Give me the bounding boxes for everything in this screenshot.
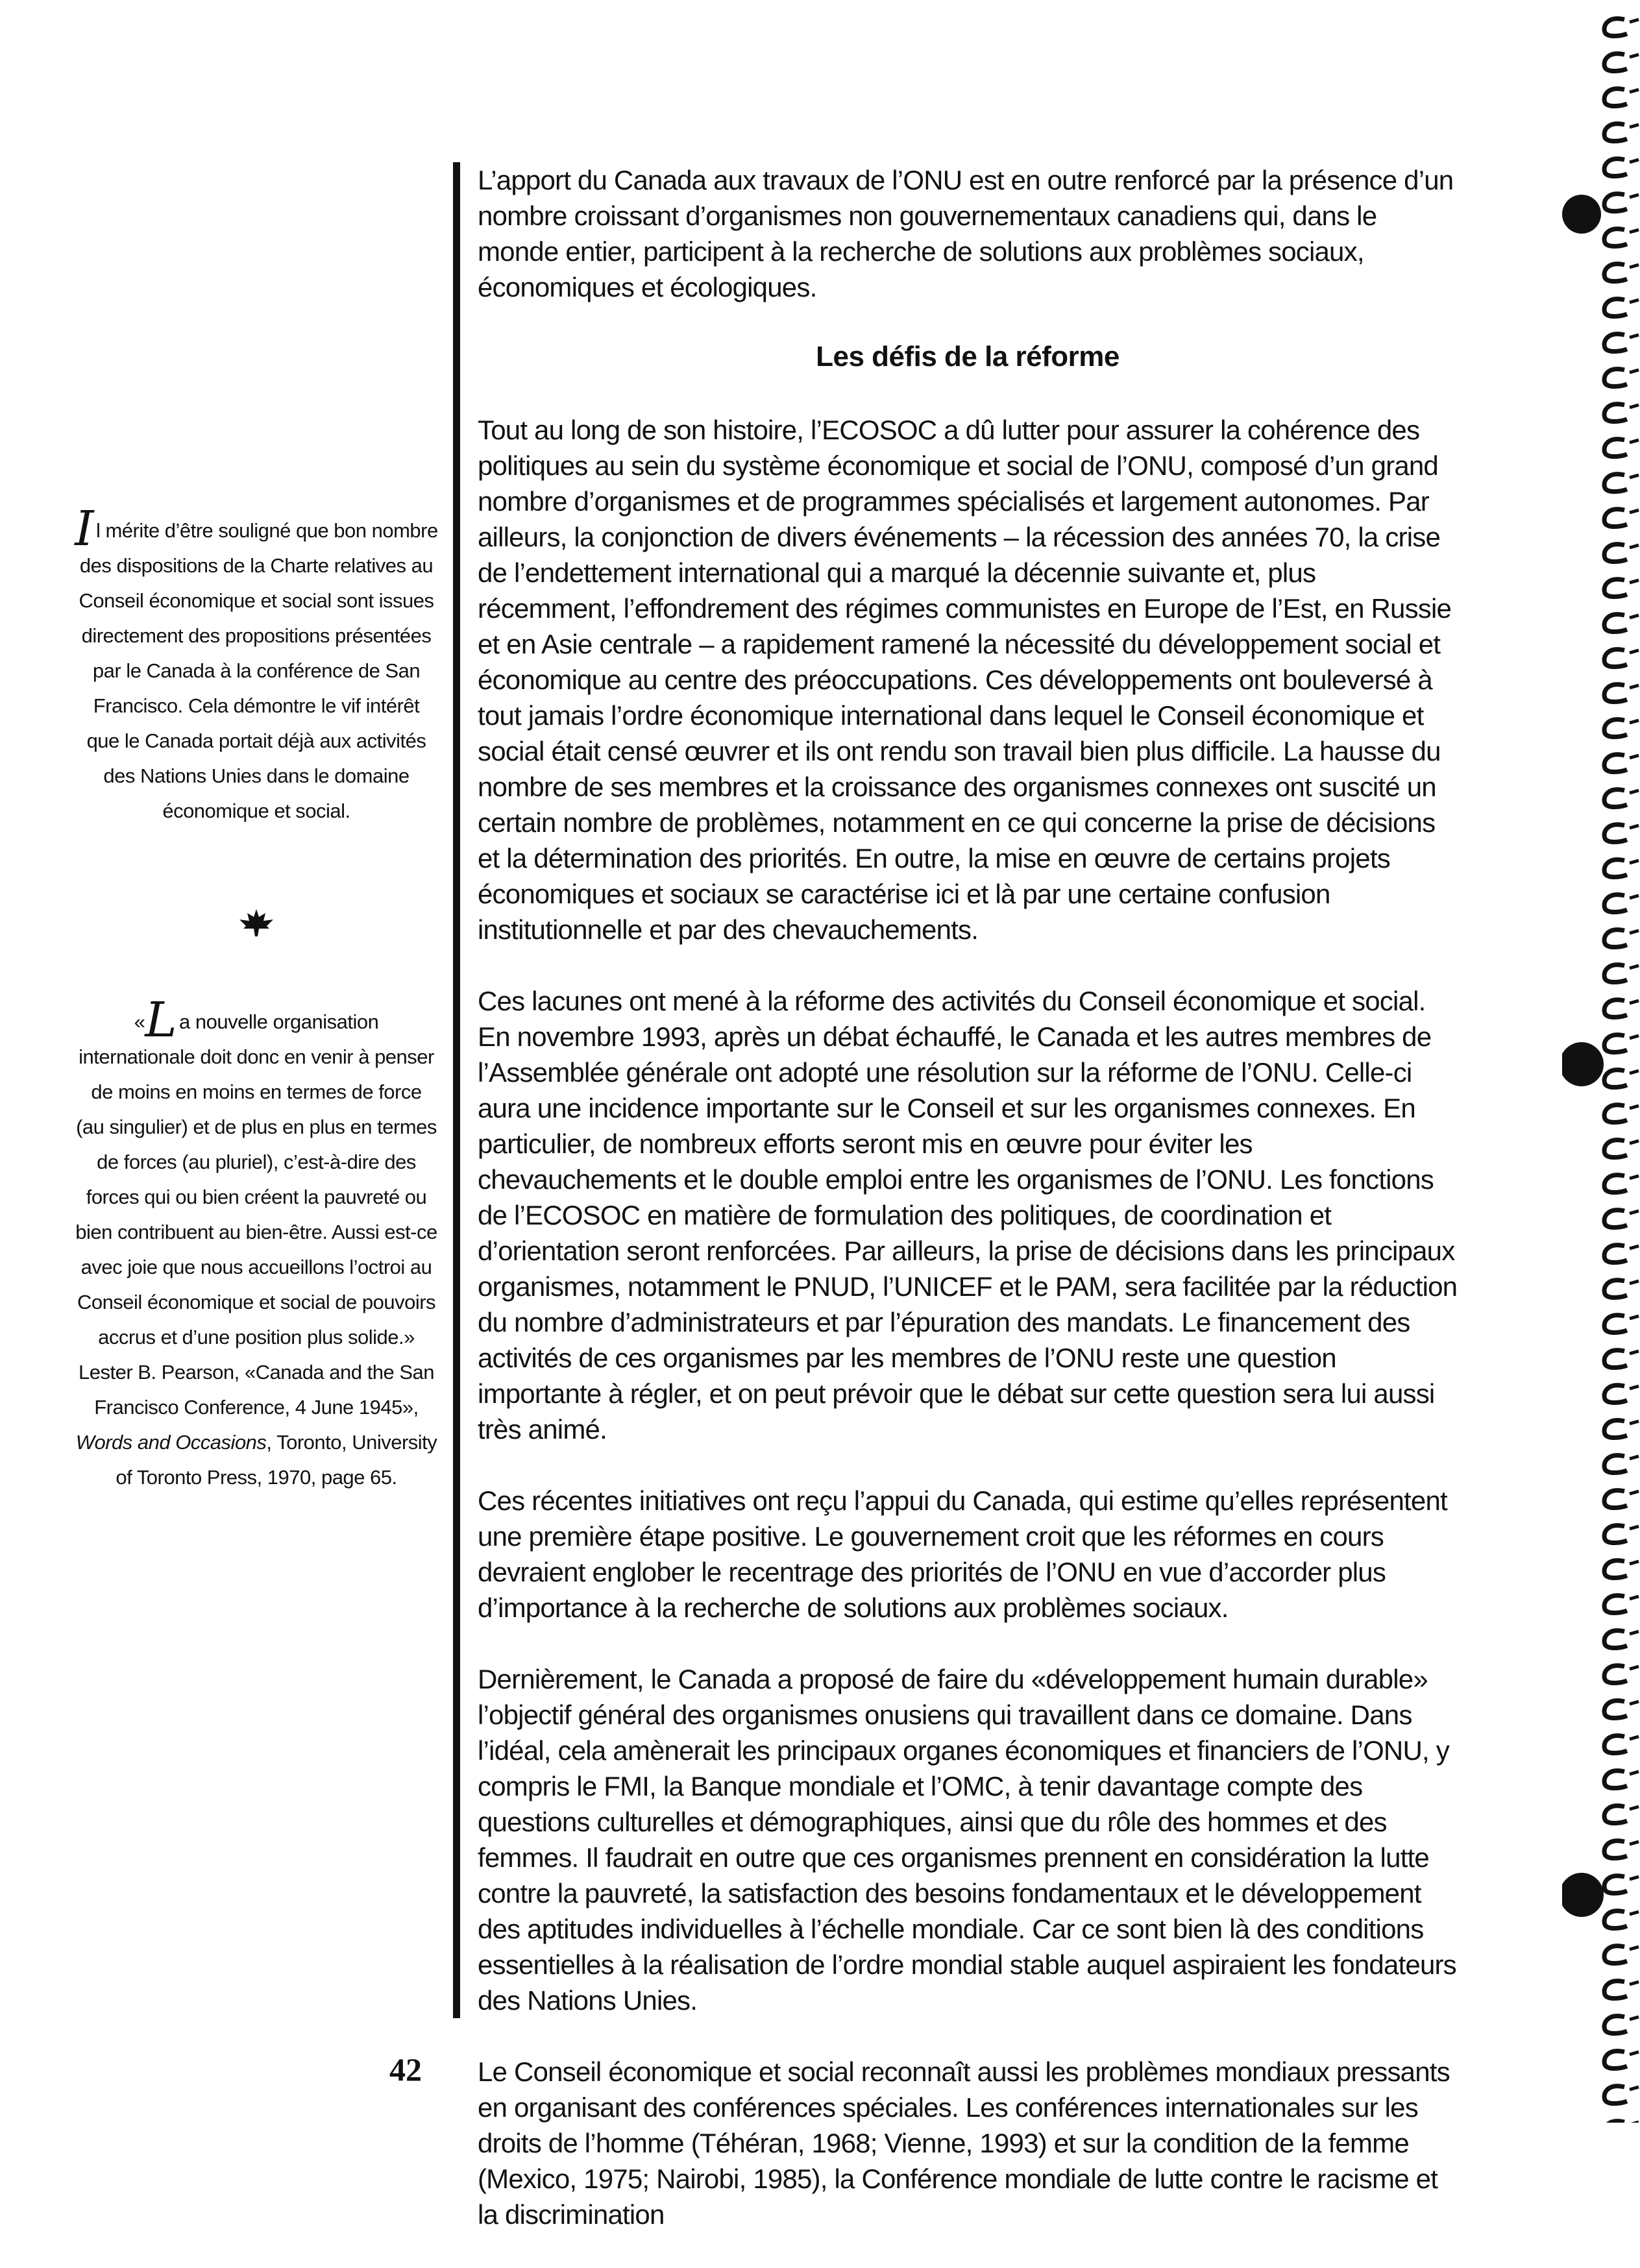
spiral-coil-tail [1630, 1947, 1639, 1949]
spiral-coil-tail [1630, 405, 1639, 408]
spiral-coil-tail [1630, 1631, 1639, 1634]
sidebar-quotes [75, 501, 438, 1495]
spiral-coil-tail [1630, 1491, 1639, 1494]
spiral-coil [1604, 1911, 1627, 1929]
spiral-coil [1604, 860, 1627, 877]
paragraph: Ces récentes initiatives ont reçu l’appui du Canada, qui estime qu’elles représentent une première étape positive. Le gouvernement croit que les réformes en cours devraient englober le recentrage des priorités de l’ONU en vue d’accorder plus d’importance à la recherche de solutions aux problèmes sociaux. [478, 1485, 1447, 1623]
spiral-coil-tail [1630, 650, 1639, 653]
spiral-coil [1604, 1105, 1627, 1123]
spiral-coil-tail [1630, 1596, 1639, 1599]
spiral-coil [1604, 1421, 1627, 1438]
spiral-coil-tail [1630, 1526, 1639, 1529]
spiral-coil [1604, 965, 1627, 982]
spiral-coil-tail [1630, 335, 1639, 337]
spiral-coil [1604, 790, 1627, 807]
spiral-coil-tail [1630, 2052, 1639, 2055]
spiral-coil [1604, 1140, 1627, 1158]
spiral-coil [1604, 1806, 1627, 1823]
spiral-coil-tail [1630, 195, 1639, 197]
sidebar-quote-pearson [75, 992, 438, 1495]
spiral-coil [1604, 299, 1627, 317]
spiral-coil [1604, 264, 1627, 282]
spiral-coil [1604, 544, 1627, 562]
spiral-coil-tail [1630, 1456, 1639, 1459]
spiral-coil [1604, 1526, 1627, 1543]
spiral-coil-tail [1630, 580, 1639, 583]
spiral-coil [1604, 2016, 1627, 2034]
spiral-coil [1604, 159, 1627, 177]
spiral-coil [1604, 439, 1627, 457]
spiral-coil-tail [1630, 1666, 1639, 1669]
spiral-coil-tail [1630, 615, 1639, 618]
intro-paragraph: L’apport du Canada aux travaux de l’ONU est en outre renforcé par la présence d’un nombre croissant d’organismes non gouvernementaux canadiens qui, dans le monde entier, participent à la recherche de solutions aux problèmes sociaux, économiques et écologiques. [478, 165, 1454, 302]
vertical-rule [453, 162, 460, 2018]
spiral-coil-tail [1630, 790, 1639, 793]
paragraph: Tout au long de son histoire, l’ECOSOC a dû lutter pour assurer la cohérence des politiques au sein du système économique et social de l’ONU, composé d’un grand nombre d’organismes et de programmes spécialisés et largement autonomes. Par ailleurs, la conjonction de divers événements – la récession des années 70, la crise de l’endettement international qui a marqué la décennie suivante et, plus récemment, l’effondrement des régimes communistes en Europe de l’Est, en Russie et en Asie centrale – a rapidement ramené la nécessité du développement social et économique au centre des préoccupations. Ces développements ont bouleversé à tout jamais l’ordre économique international dans lequel le Conseil économique et social était censé œuvrer et ils ont rendu son travail bien plus difficile. La hausse du nombre de ses membres et la croissance des organismes connexes ont suscité un certain nombre de problèmes, notamment en ce qui concerne la prise de décisions et la détermination des priorités. En outre, la mise en œuvre de certains projets économiques et sociaux se caractérise ici et là par une certaine confusion institutionnelle et par des chevauchements. [478, 415, 1452, 945]
spiral-coil [1604, 930, 1627, 947]
spiral-coil [1604, 1631, 1627, 1648]
spiral-coil [1604, 1841, 1627, 1859]
spiral-coil [1604, 1280, 1627, 1298]
spiral-coil [1604, 2086, 1627, 2104]
spiral-coil [1604, 895, 1627, 912]
spiral-coil [1604, 1876, 1627, 1894]
maple-leaf-icon [237, 907, 276, 939]
spiral-coil [1604, 229, 1627, 247]
spiral-coil-tail [1630, 1737, 1639, 1739]
spiral-coil [1604, 1701, 1627, 1718]
spiral-coil-tail [1630, 755, 1639, 758]
spiral-coil [1604, 1035, 1627, 1053]
spiral-coil [1604, 1175, 1627, 1193]
spiral-coil-tail [1630, 825, 1639, 828]
spiral-coil-tail [1630, 1141, 1639, 1143]
paragraph: Ces lacunes ont mené à la réforme des activités du Conseil économique et social. En novembre 1993, après un débat échauffé, le Canada et les autres membres de l’Assemblée générale ont adopté une résolution sur la réforme de l’ONU. Celle-ci aura une incidence importante sur le Conseil et sur les organismes connexes. En particulier, de nombreux efforts seront mis en œuvre pour éviter les chevauchements et le double emploi entre les organismes de l’ONU. Les fonctions de l’ECOSOC en matière de formulation des politiques, de coordination et d’orientation seront renforcées. Par ailleurs, la prise de décisions dans les principaux organismes, notamment le PNUD, l’UNICEF et le PAM, sera facilitée par la réduction du nombre d’administrateurs et par l’épuration des mandats. Le financement des activités de ces organismes par les membres de l’ONU reste une question importante à régler, et on peut prévoir que le débat sur cette question sera lui aussi très animé. [478, 986, 1458, 1445]
spiral-coil-tail [1630, 160, 1639, 162]
spiral-coil-tail [1630, 1842, 1639, 1844]
spiral-coil-tail [1630, 125, 1639, 127]
spiral-coil-tail [1630, 896, 1639, 898]
spiral-coil [1604, 89, 1627, 106]
spiral-coil-tail [1630, 1176, 1639, 1178]
spiral-coil-tail [1630, 90, 1639, 92]
spiral-coil [1604, 2051, 1627, 2069]
spiral-coil-tail [1630, 1701, 1639, 1704]
spiral-coil-tail [1630, 685, 1639, 688]
spiral-coil [1604, 369, 1627, 387]
spiral-coil-tail [1630, 1386, 1639, 1389]
spiral-coil [1604, 1210, 1627, 1228]
spiral-coil-tail [1630, 1281, 1639, 1284]
sidebar-quote-canada [75, 501, 438, 829]
spiral-coil-tail [1630, 19, 1639, 22]
spiral-coil-tail [1630, 1036, 1639, 1038]
spiral-coil [1604, 54, 1627, 71]
spiral-coil-tail [1630, 931, 1639, 933]
quote-text: l mérite d’être souligné que bon nombre des dispositions de la Charte relatives au Conseil économique et social sont issues directement des propositions présentées par le Canada à la conférence de San Francisco. Cela démontre le vif intérêt que le Canada portait déjà aux activités des Nations Unies dans le domaine économique et social. [79, 519, 438, 822]
spiral-coil-tail [1630, 1561, 1639, 1564]
spiral-coil-tail [1630, 230, 1639, 232]
spiral-coil [1604, 650, 1627, 667]
spiral-coil-tail [1630, 440, 1639, 443]
spiral-coil-tail [1630, 720, 1639, 723]
spiral-coil-tail [1630, 1071, 1639, 1073]
spiral-coil [1604, 615, 1627, 632]
spiral-coil [1604, 404, 1627, 422]
spiral-coil-tail [1630, 1211, 1639, 1213]
spiral-coil [1604, 1981, 1627, 1999]
spiral-coil [1604, 1385, 1627, 1403]
spiral-coil-tail [1630, 860, 1639, 863]
spiral-coil-tail [1630, 1106, 1639, 1108]
spiral-coil [1604, 334, 1627, 352]
spiral-coil-tail [1630, 1877, 1639, 1879]
spiral-coil-tail [1630, 1772, 1639, 1774]
spiral-coil [1604, 579, 1627, 597]
page-number: 42 [389, 2051, 422, 2088]
spiral-coil-tail [1630, 1351, 1639, 1354]
spiral-coil-tail [1630, 475, 1639, 478]
spiral-coil [1604, 825, 1627, 842]
spiral-coil-tail [1630, 1807, 1639, 1809]
spiral-coil [1604, 1456, 1627, 1473]
spiral-coil [1604, 1000, 1627, 1018]
spiral-coil-tail [1630, 1246, 1639, 1249]
spiral-coil-tail [1630, 370, 1639, 372]
main-text [478, 162, 1458, 2268]
spiral-coil [1604, 1666, 1627, 1683]
spiral-coil [1604, 474, 1627, 492]
spiral-coil [1604, 19, 1627, 36]
spiral-coil-tail [1630, 545, 1639, 548]
spiral-coil [1604, 720, 1627, 737]
spiral-coil-tail [1630, 265, 1639, 267]
spiral-coil [1604, 1491, 1627, 1508]
spiral-coil-tail [1630, 1421, 1639, 1424]
quote-text: a nouvelle organisation internationale doit donc en venir à penser de moins en moins en termes de force (au singulier) et de plus en plus en termes de forces (au pluriel), c’est-à-dire des forces qui ou bien créent la pauvreté ou bien contribuent au bien-être. Aussi est-ce avec joie que nous accueillons l’octroi au Conseil économique et social de pouvoirs accrus et d’une position plus solide.» [75, 1010, 437, 1348]
spiral-binding-icon [1562, 0, 1640, 2123]
spiral-coil [1604, 1245, 1627, 1263]
spiral-coil-tail [1630, 2017, 1639, 2019]
spiral-coil-tail [1630, 1912, 1639, 1914]
spiral-coil [1604, 124, 1627, 141]
spiral-coil [1604, 755, 1627, 772]
spiral-coil [1604, 509, 1627, 527]
spiral-coil [1604, 1736, 1627, 1753]
paragraph: Le Conseil économique et social reconnaît aussi les problèmes mondiaux pressants en organisant des conférences spéciales. Les conférences internationales sur les droits de l’homme (Téhéran, 1968; Vienne, 1993) et sur la condition de la femme (Mexico, 1975; Nairobi, 1985), la Conférence mondiale de lutte contre le racisme et la discrimination [478, 2056, 1450, 2230]
spiral-coil [1604, 1315, 1627, 1333]
spiral-coil [1604, 1771, 1627, 1788]
spiral-coil [1604, 194, 1627, 212]
spiral-coil [1604, 1350, 1627, 1368]
spiral-coil-tail [1630, 55, 1639, 57]
spiral-coil [1604, 1070, 1627, 1088]
spiral-coil [1604, 1946, 1627, 1964]
spiral-coil-tail [1630, 2087, 1639, 2090]
spiral-coil-tail [1630, 1001, 1639, 1003]
spiral-coil [1604, 1596, 1627, 1613]
spiral-coil-tail [1630, 1316, 1639, 1319]
paragraph: Dernièrement, le Canada a proposé de faire du «développement humain durable» l’objectif général des organismes onusiens qui travaillent dans ce domaine. Dans l’idéal, cela amènerait les principaux organes économiques et financiers de l’ONU, y compris le FMI, la Banque mondiale et l’OMC, à tenir davantage compte des questions culturelles et démographiques, ainsi que du rôle des hommes et des femmes. Il faudrait en outre que ces organismes prennent en considération la lutte contre la pauvreté, la satisfaction des besoins fondamentaux et le développement des aptitudes individuelles à l’échelle mondiale. Car ce sont bien là des conditions essentielles à la réalisation de l’ordre mondial stable auquel aspiraient les fondateurs des Nations Unies. [478, 1664, 1456, 2016]
spiral-coil-tail [1630, 966, 1639, 968]
open-quote: « [134, 1010, 145, 1033]
spiral-coil [1604, 685, 1627, 702]
section-heading: Les défis de la réforme [816, 341, 1120, 372]
drop-cap: L [145, 992, 177, 1048]
book-title: Words and Occasions [75, 1431, 267, 1454]
drop-cap: I [75, 501, 93, 557]
spiral-coil-tail [1630, 300, 1639, 302]
spiral-coil-tail [1630, 1982, 1639, 1984]
spiral-coil [1604, 1561, 1627, 1578]
spiral-coil-tail [1630, 510, 1639, 513]
quote-attribution: Lester B. Pearson, «Canada and the San Francisco Conference, 4 June 1945», Words and Occasions, Toronto, University of Toronto Press, 1970, page 65. [75, 1361, 437, 1489]
